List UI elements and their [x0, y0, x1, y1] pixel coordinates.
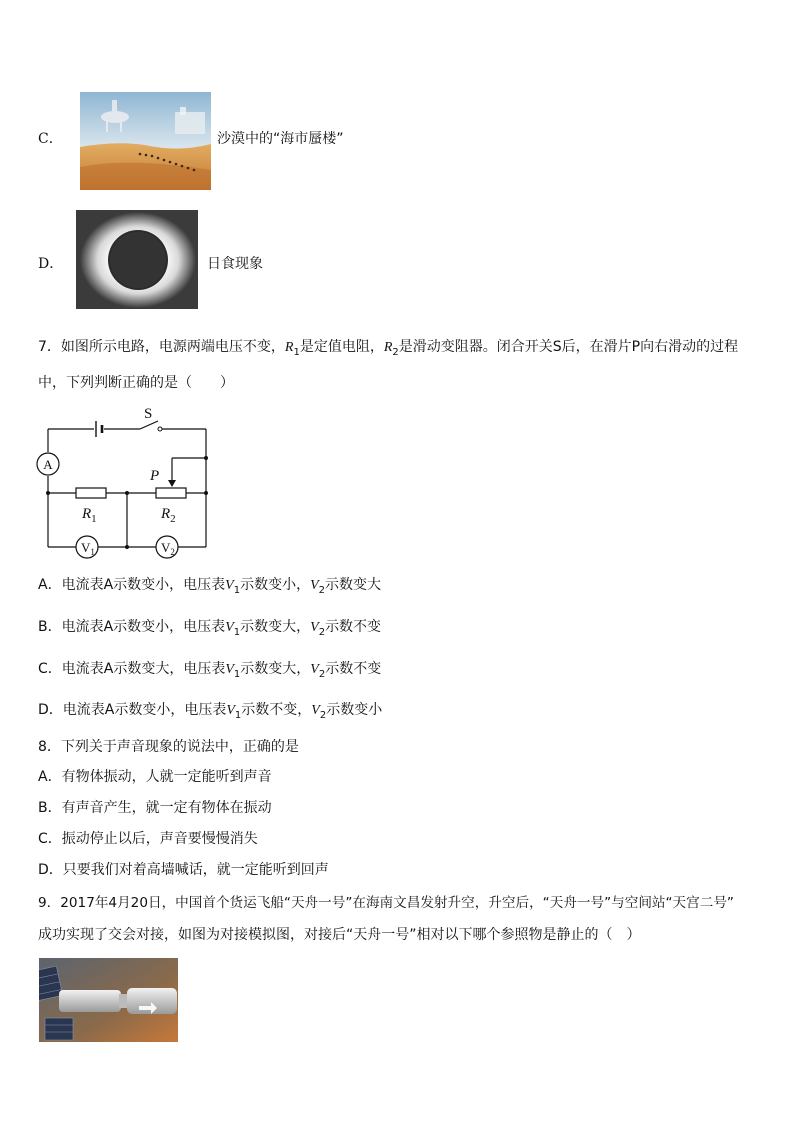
- q7-option-c[interactable]: C．电流表A示数变大，电压表$V_1$示数变大，$V_2$示数不变: [38, 661, 382, 680]
- q8-option-c[interactable]: C．振动停止以后，声音要慢慢消失: [38, 831, 258, 847]
- switch-label: S: [144, 406, 153, 422]
- mirage-desert-image: [80, 92, 211, 190]
- q9-stem-line1: 9．2017年4月20日，中国首个货运飞船“天舟一号”在海南文昌发射升空，升空后，“天舟一号”与空间站“天宫二号”: [38, 895, 734, 911]
- v1-label: $V_1$: [81, 540, 95, 557]
- circuit-diagram: [36, 404, 216, 564]
- q8-stem: 8．下列关于声音现象的说法中，正确的是: [38, 739, 299, 755]
- q7-stem-line1: 7．如图所示电路，电源两端电压不变，$R_1$是定值电阻，$R_2$是滑动变阻器。闭合开关S后，在滑片P向右滑动的过程: [38, 339, 739, 358]
- q8-option-d[interactable]: D．只要我们对着高墙喊话，就一定能听到回声: [38, 862, 329, 878]
- v2-label: $V_2$: [161, 540, 175, 557]
- q7-option-a[interactable]: A．电流表A示数变小，电压表$V_1$示数变小，$V_2$示数变大: [38, 577, 382, 596]
- option-d-caption: 日食现象: [207, 256, 263, 272]
- r1-label: $R_1$: [82, 506, 97, 525]
- option-d-letter: D．: [38, 256, 64, 272]
- q7-stem-line2: 中，下列判断正确的是（ ）: [38, 375, 234, 391]
- slider-label: P: [150, 468, 160, 484]
- r1-resistor: [76, 488, 106, 498]
- solar-eclipse-image: [76, 210, 198, 309]
- option-c-caption: 沙漠中的“海市蜃楼”: [217, 131, 344, 147]
- battery-symbol: [96, 421, 102, 437]
- q8-option-b[interactable]: B．有声音产生，就一定有物体在振动: [38, 800, 272, 816]
- r2-rheostat: [156, 488, 186, 498]
- slider-arrow: [168, 480, 176, 487]
- docking-simulation-image: [39, 958, 178, 1042]
- switch-symbol: [140, 421, 162, 431]
- option-c-letter: C．: [38, 131, 63, 147]
- q7-option-b[interactable]: B．电流表A示数变小，电压表$V_1$示数变大，$V_2$示数不变: [38, 619, 382, 638]
- q8-option-a[interactable]: A．有物体振动，人就一定能听到声音: [38, 769, 272, 785]
- r2-label: $R_2$: [161, 506, 176, 525]
- ammeter-label: A: [43, 457, 53, 472]
- q9-stem-line2: 成功实现了交会对接，如图为对接模拟图，对接后“天舟一号”相对以下哪个参照物是静止的（ ）: [38, 927, 641, 943]
- q7-option-d[interactable]: D．电流表A示数变小，电压表$V_1$示数不变，$V_2$示数变小: [38, 702, 383, 721]
